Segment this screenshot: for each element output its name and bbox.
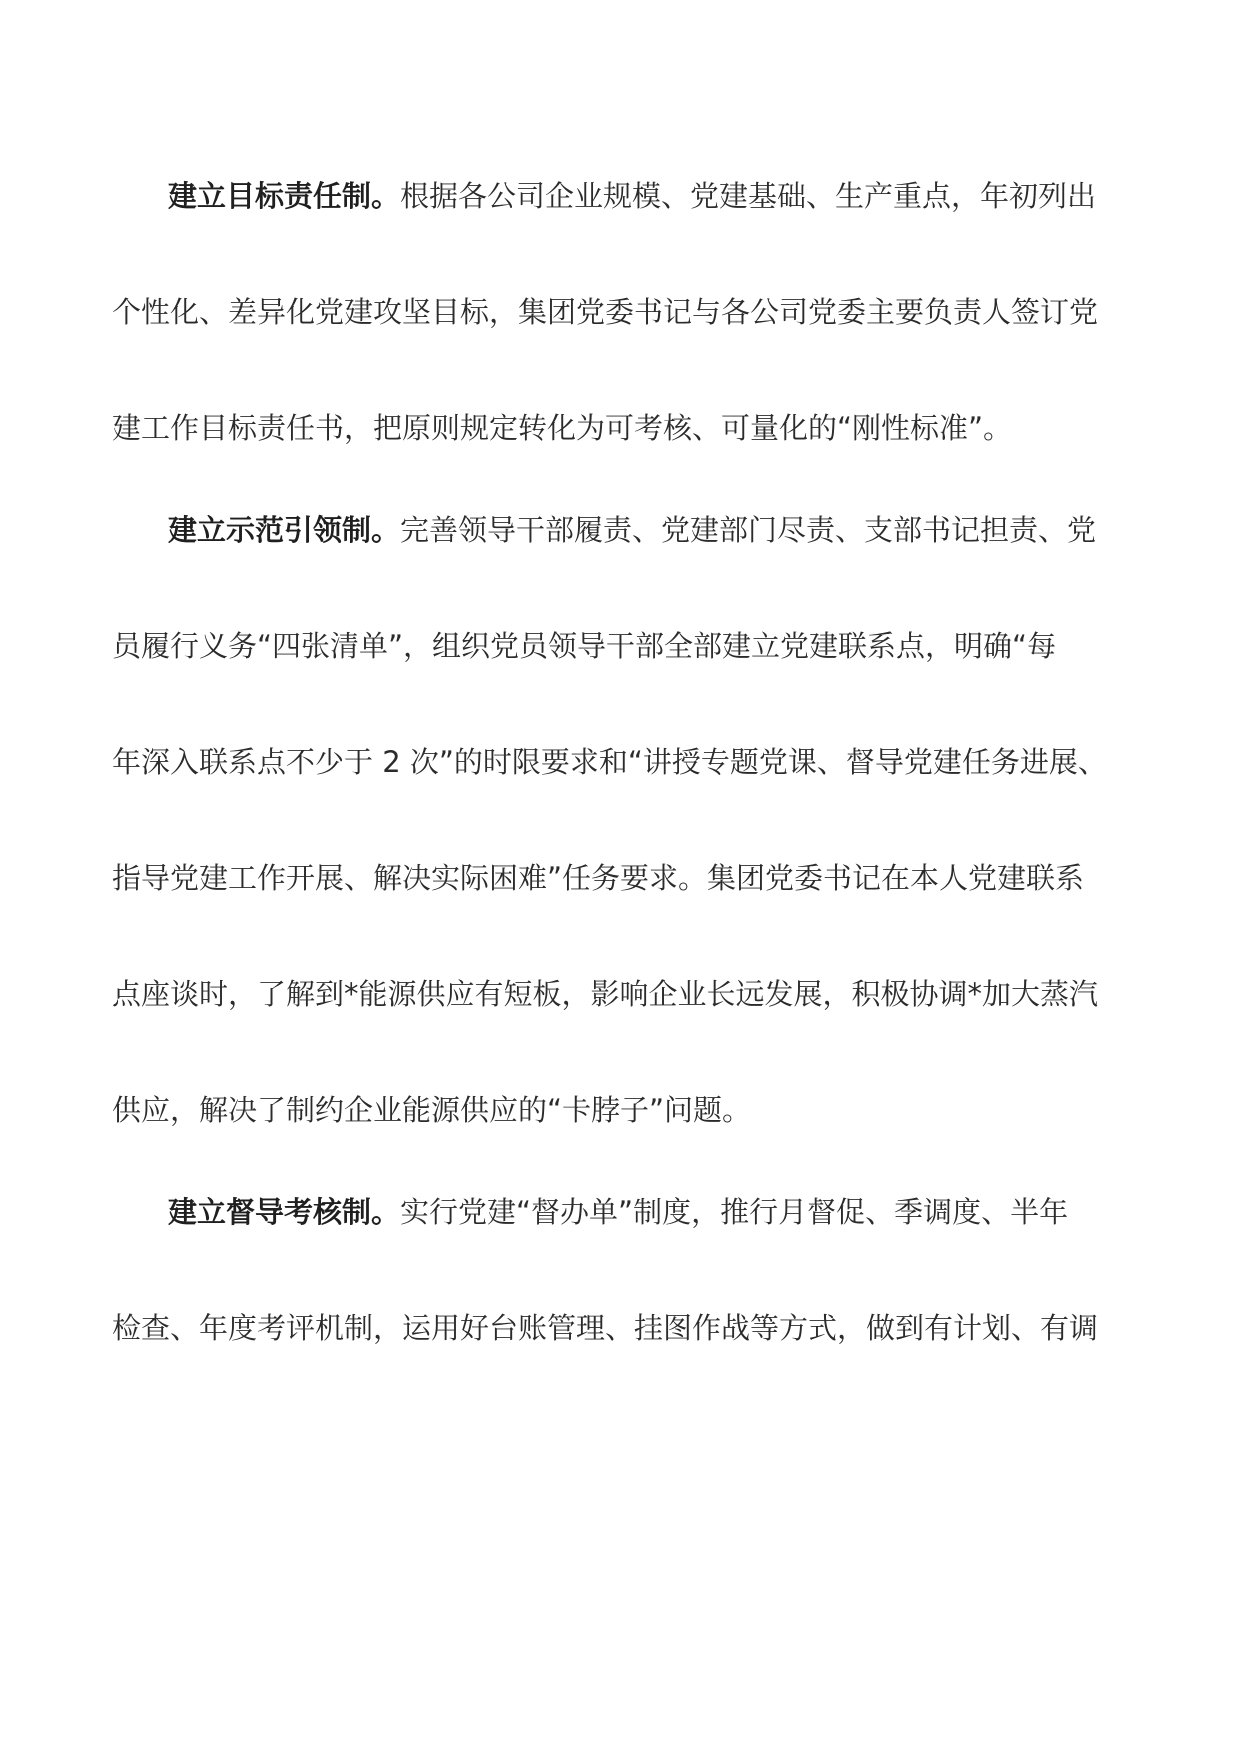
paragraph-3-heading: 建立督导考核制。 <box>168 1195 401 1229</box>
paragraph-3-text-1: 实行党建“督办单”制度，推行月督促、季调度、半年 <box>400 1195 1069 1229</box>
paragraph-3-line-1 <box>168 1192 1198 1232</box>
paragraph-2-line-5: 点座谈时，了解到*能源供应有短板，影响企业长远发展，积极协调*加大蒸汽 <box>112 977 1099 1011</box>
paragraph-2-line-1 <box>168 510 1198 550</box>
paragraph-2-line-2: 员履行义务“四张清单”，组织党员领导干部全部建立党建联系点，明确“每 <box>112 629 1057 663</box>
paragraph-1-line-2: 个性化、差异化党建攻坚目标，集团党委书记与各公司党委主要负责人签订党 <box>112 295 1099 329</box>
paragraph-2-text-1: 完善领导干部履责、党建部门尽责、支部书记担责、党 <box>400 513 1097 547</box>
paragraph-1-heading: 建立目标责任制。 <box>168 179 401 213</box>
paragraph-2-line-4: 指导党建工作开展、解决实际困难”任务要求。集团党委书记在本人党建联系 <box>112 861 1085 895</box>
paragraph-1-text-1: 根据各公司企业规模、党建基础、生产重点，年初列出 <box>400 179 1097 213</box>
paragraph-2-line-6: 供应，解决了制约企业能源供应的“卡脖子”问题。 <box>112 1093 752 1127</box>
paragraph-2-line-3: 年深入联系点不少于 2 次”的时限要求和“讲授专题党课、督导党建任务进展、 <box>112 745 1107 779</box>
paragraph-1-line-3: 建工作目标责任书，把原则规定转化为可考核、可量化的“刚性标准”。 <box>112 411 1013 445</box>
paragraph-2-heading: 建立示范引领制。 <box>168 513 401 547</box>
paragraph-3-line-2: 检查、年度考评机制，运用好台账管理、挂图作战等方式，做到有计划、有调 <box>112 1311 1099 1345</box>
paragraph-1-line-1 <box>168 176 1198 216</box>
